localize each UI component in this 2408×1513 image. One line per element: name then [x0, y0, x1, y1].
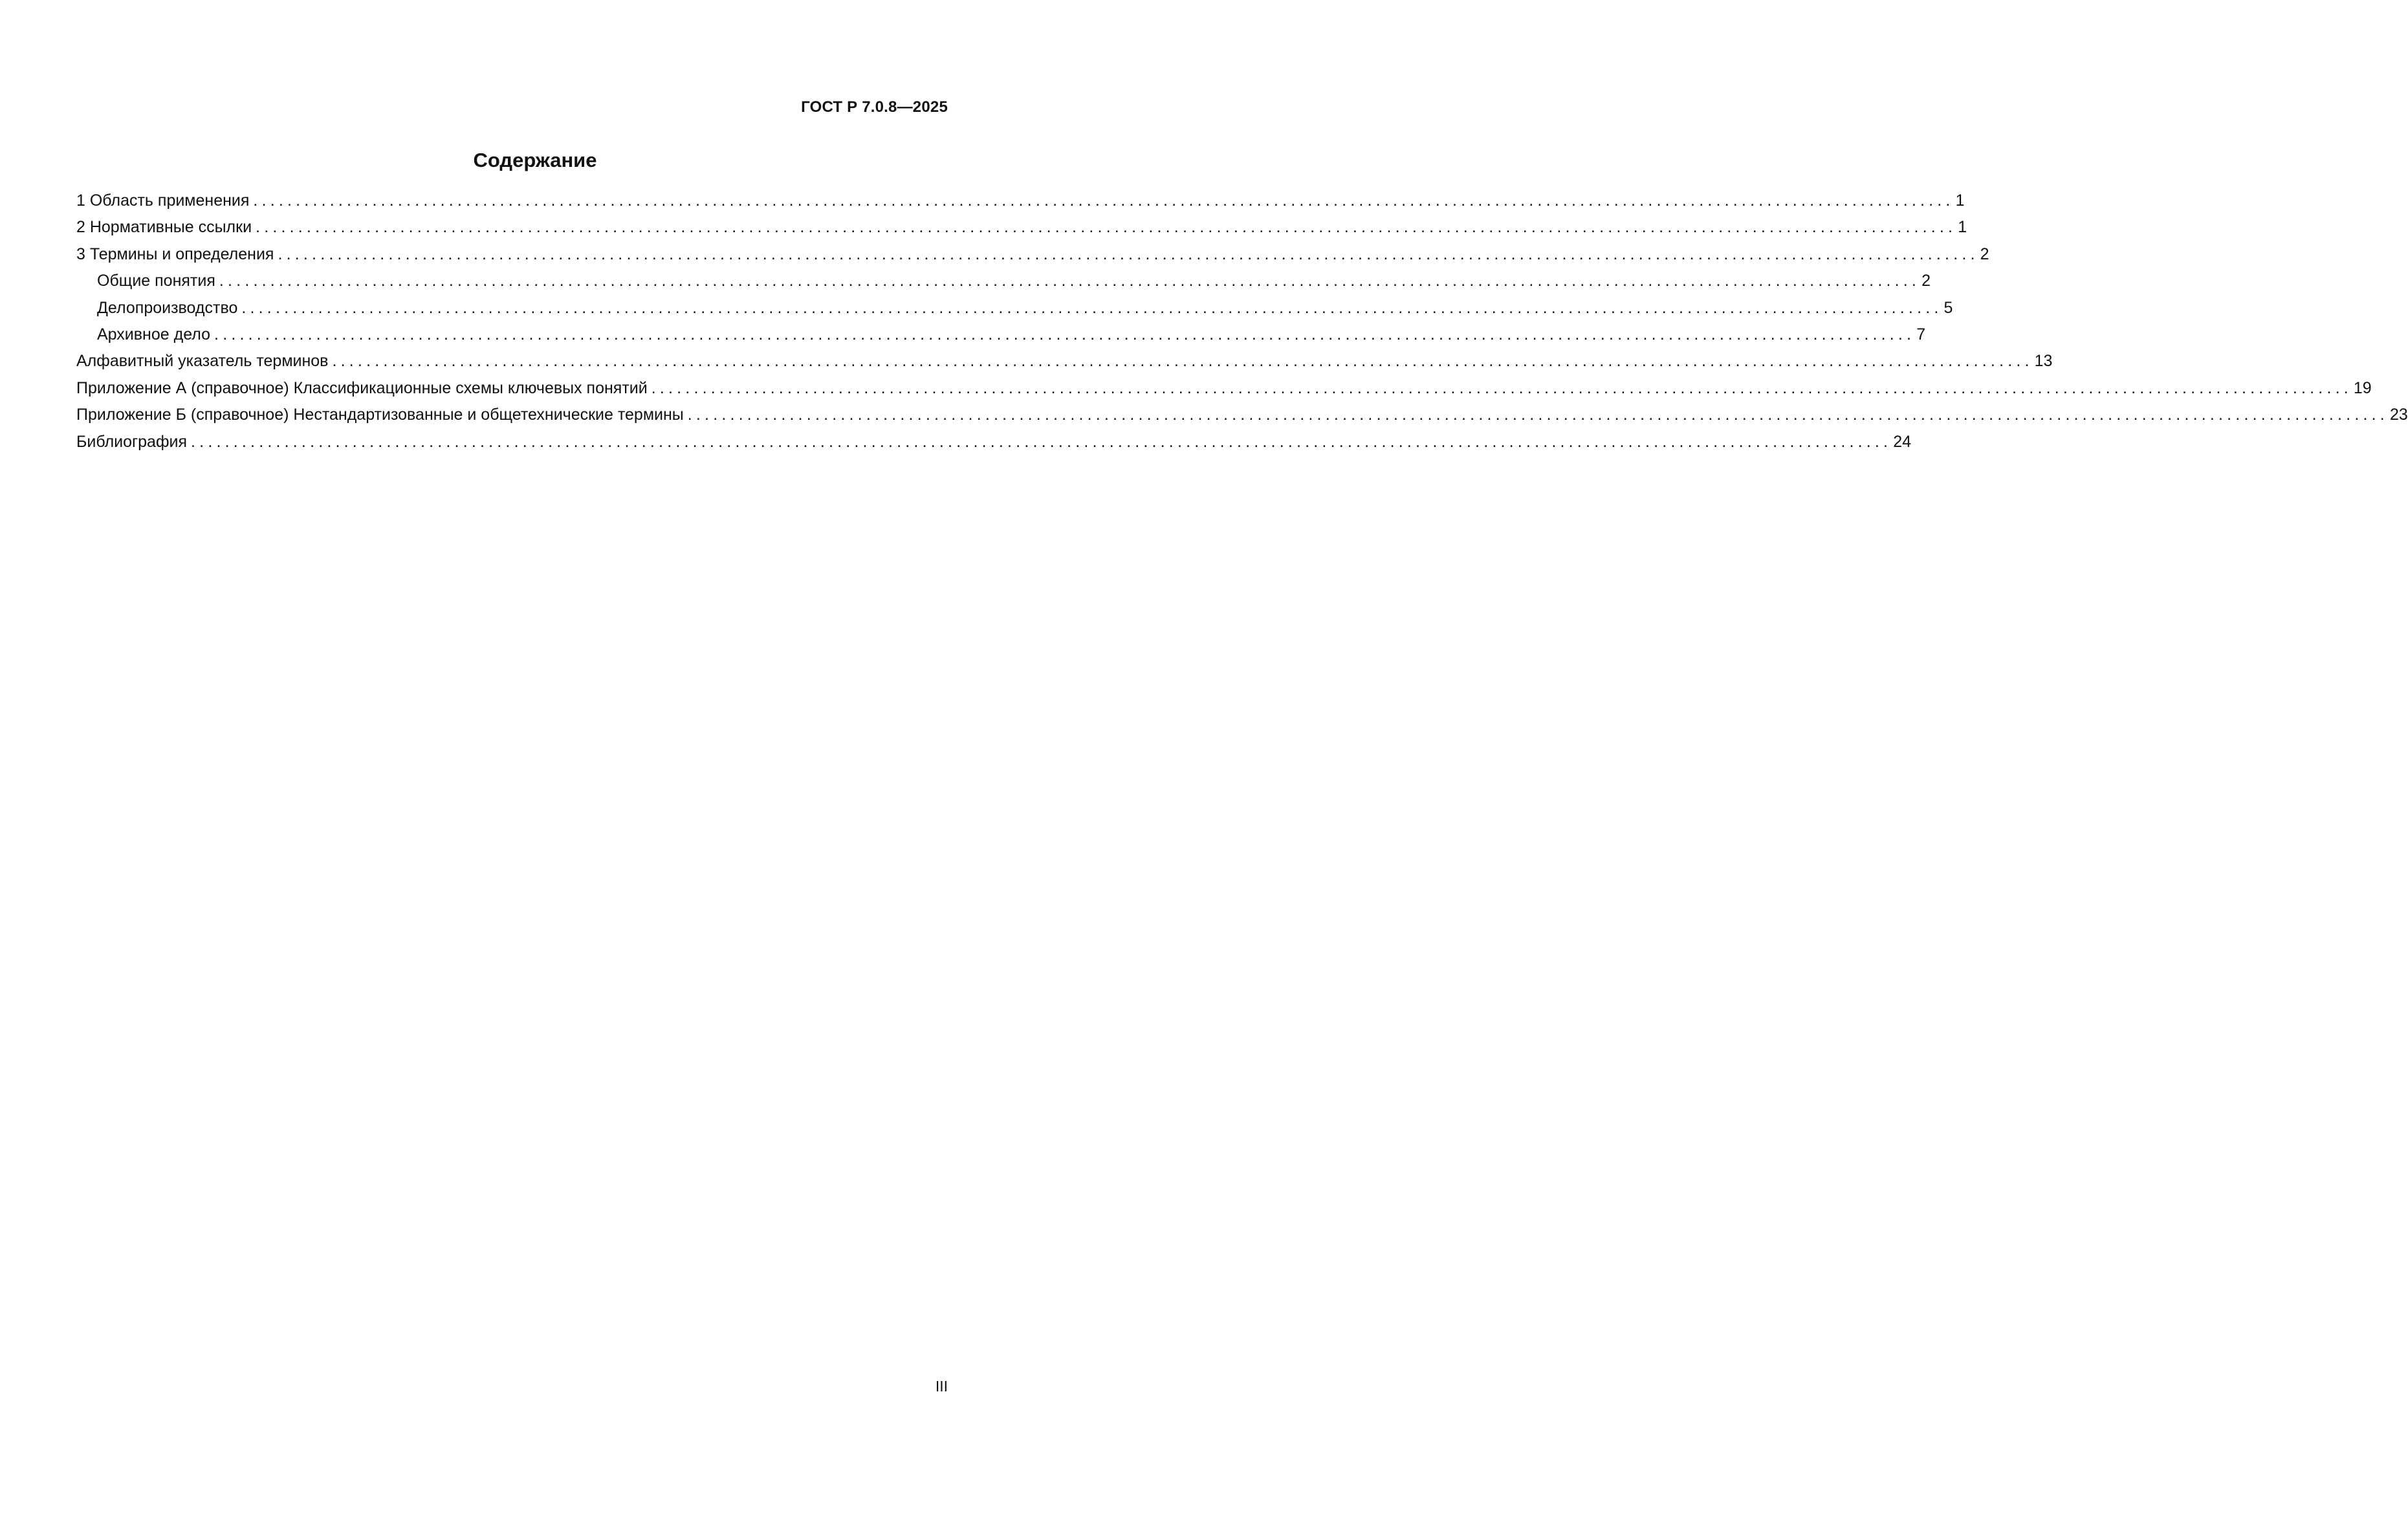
toc-entry-label: Приложение Б (справочное) Нестандартизованные и общетехнические термины — [76, 406, 684, 424]
toc-entry-page: 23 — [2389, 406, 2408, 424]
toc-entry-normative-references[interactable] — [76, 217, 1967, 244]
toc-entry-bibliography[interactable] — [76, 432, 1912, 459]
dot-leader: ........................................................................................................................................................................................................ — [219, 272, 1921, 290]
toc-entry-label: 2 Нормативные ссылки — [76, 218, 252, 237]
toc-entry-page: 24 — [1893, 432, 1912, 451]
toc-entry-scope[interactable] — [76, 191, 1965, 217]
toc-entry-label: Алфавитный указатель терминов — [76, 352, 329, 371]
toc-entry-label: Архивное дело — [97, 325, 211, 343]
page-number: III — [935, 1378, 948, 1395]
toc-entry-label: Библиография — [76, 432, 188, 451]
table-of-contents — [76, 191, 2408, 459]
toc-entry-terms-definitions[interactable] — [76, 245, 1989, 271]
document-code: ГОСТ Р 7.0.8—2025 — [801, 98, 948, 116]
toc-title: Содержание — [473, 149, 597, 171]
dot-leader: ........................................................................................................................................................................................................ — [687, 406, 2389, 424]
toc-entry-alphabetical-index[interactable] — [76, 351, 2053, 378]
dot-leader: ........................................................................................................................................................................................................ — [241, 298, 1943, 317]
toc-entry-general-concepts[interactable] — [76, 271, 1931, 298]
toc-entry-label: Общие понятия — [97, 272, 215, 290]
toc-entry-page: 7 — [1916, 325, 1926, 343]
dot-leader: ........................................................................................................................................................................................................ — [332, 352, 2033, 371]
toc-entry-label: Делопроизводство — [97, 298, 238, 317]
toc-entry-page: 2 — [1921, 272, 1931, 290]
dot-leader: ........................................................................................................................................................................................................ — [253, 191, 1954, 210]
toc-entry-page: 5 — [1943, 298, 1953, 317]
toc-entry-page: 2 — [1980, 245, 1989, 263]
dot-leader: ........................................................................................................................................................................................................ — [278, 245, 1979, 263]
toc-entry-records-management[interactable] — [76, 298, 1953, 325]
toc-entry-appendix-a[interactable] — [76, 378, 2372, 405]
dot-leader: ........................................................................................................................................................................................................ — [214, 325, 1916, 343]
toc-entry-label: Приложение А (справочное) Классификационные схемы ключевых понятий — [76, 378, 648, 397]
toc-entry-page: 1 — [1955, 191, 1965, 210]
toc-entry-page: 1 — [1958, 218, 1967, 237]
toc-entry-archival-science[interactable] — [76, 325, 1926, 351]
dot-leader: ........................................................................................................................................................................................................ — [191, 432, 1892, 451]
toc-entry-label: 3 Термины и определения — [76, 245, 274, 263]
dot-leader: ........................................................................................................................................................................................................ — [651, 378, 2352, 397]
toc-entry-page: 19 — [2353, 378, 2372, 397]
toc-entry-label: 1 Область применения — [76, 191, 250, 210]
toc-entry-page: 13 — [2034, 352, 2053, 371]
dot-leader: ........................................................................................................................................................................................................ — [256, 218, 1957, 237]
toc-entry-appendix-b[interactable] — [76, 405, 2408, 431]
